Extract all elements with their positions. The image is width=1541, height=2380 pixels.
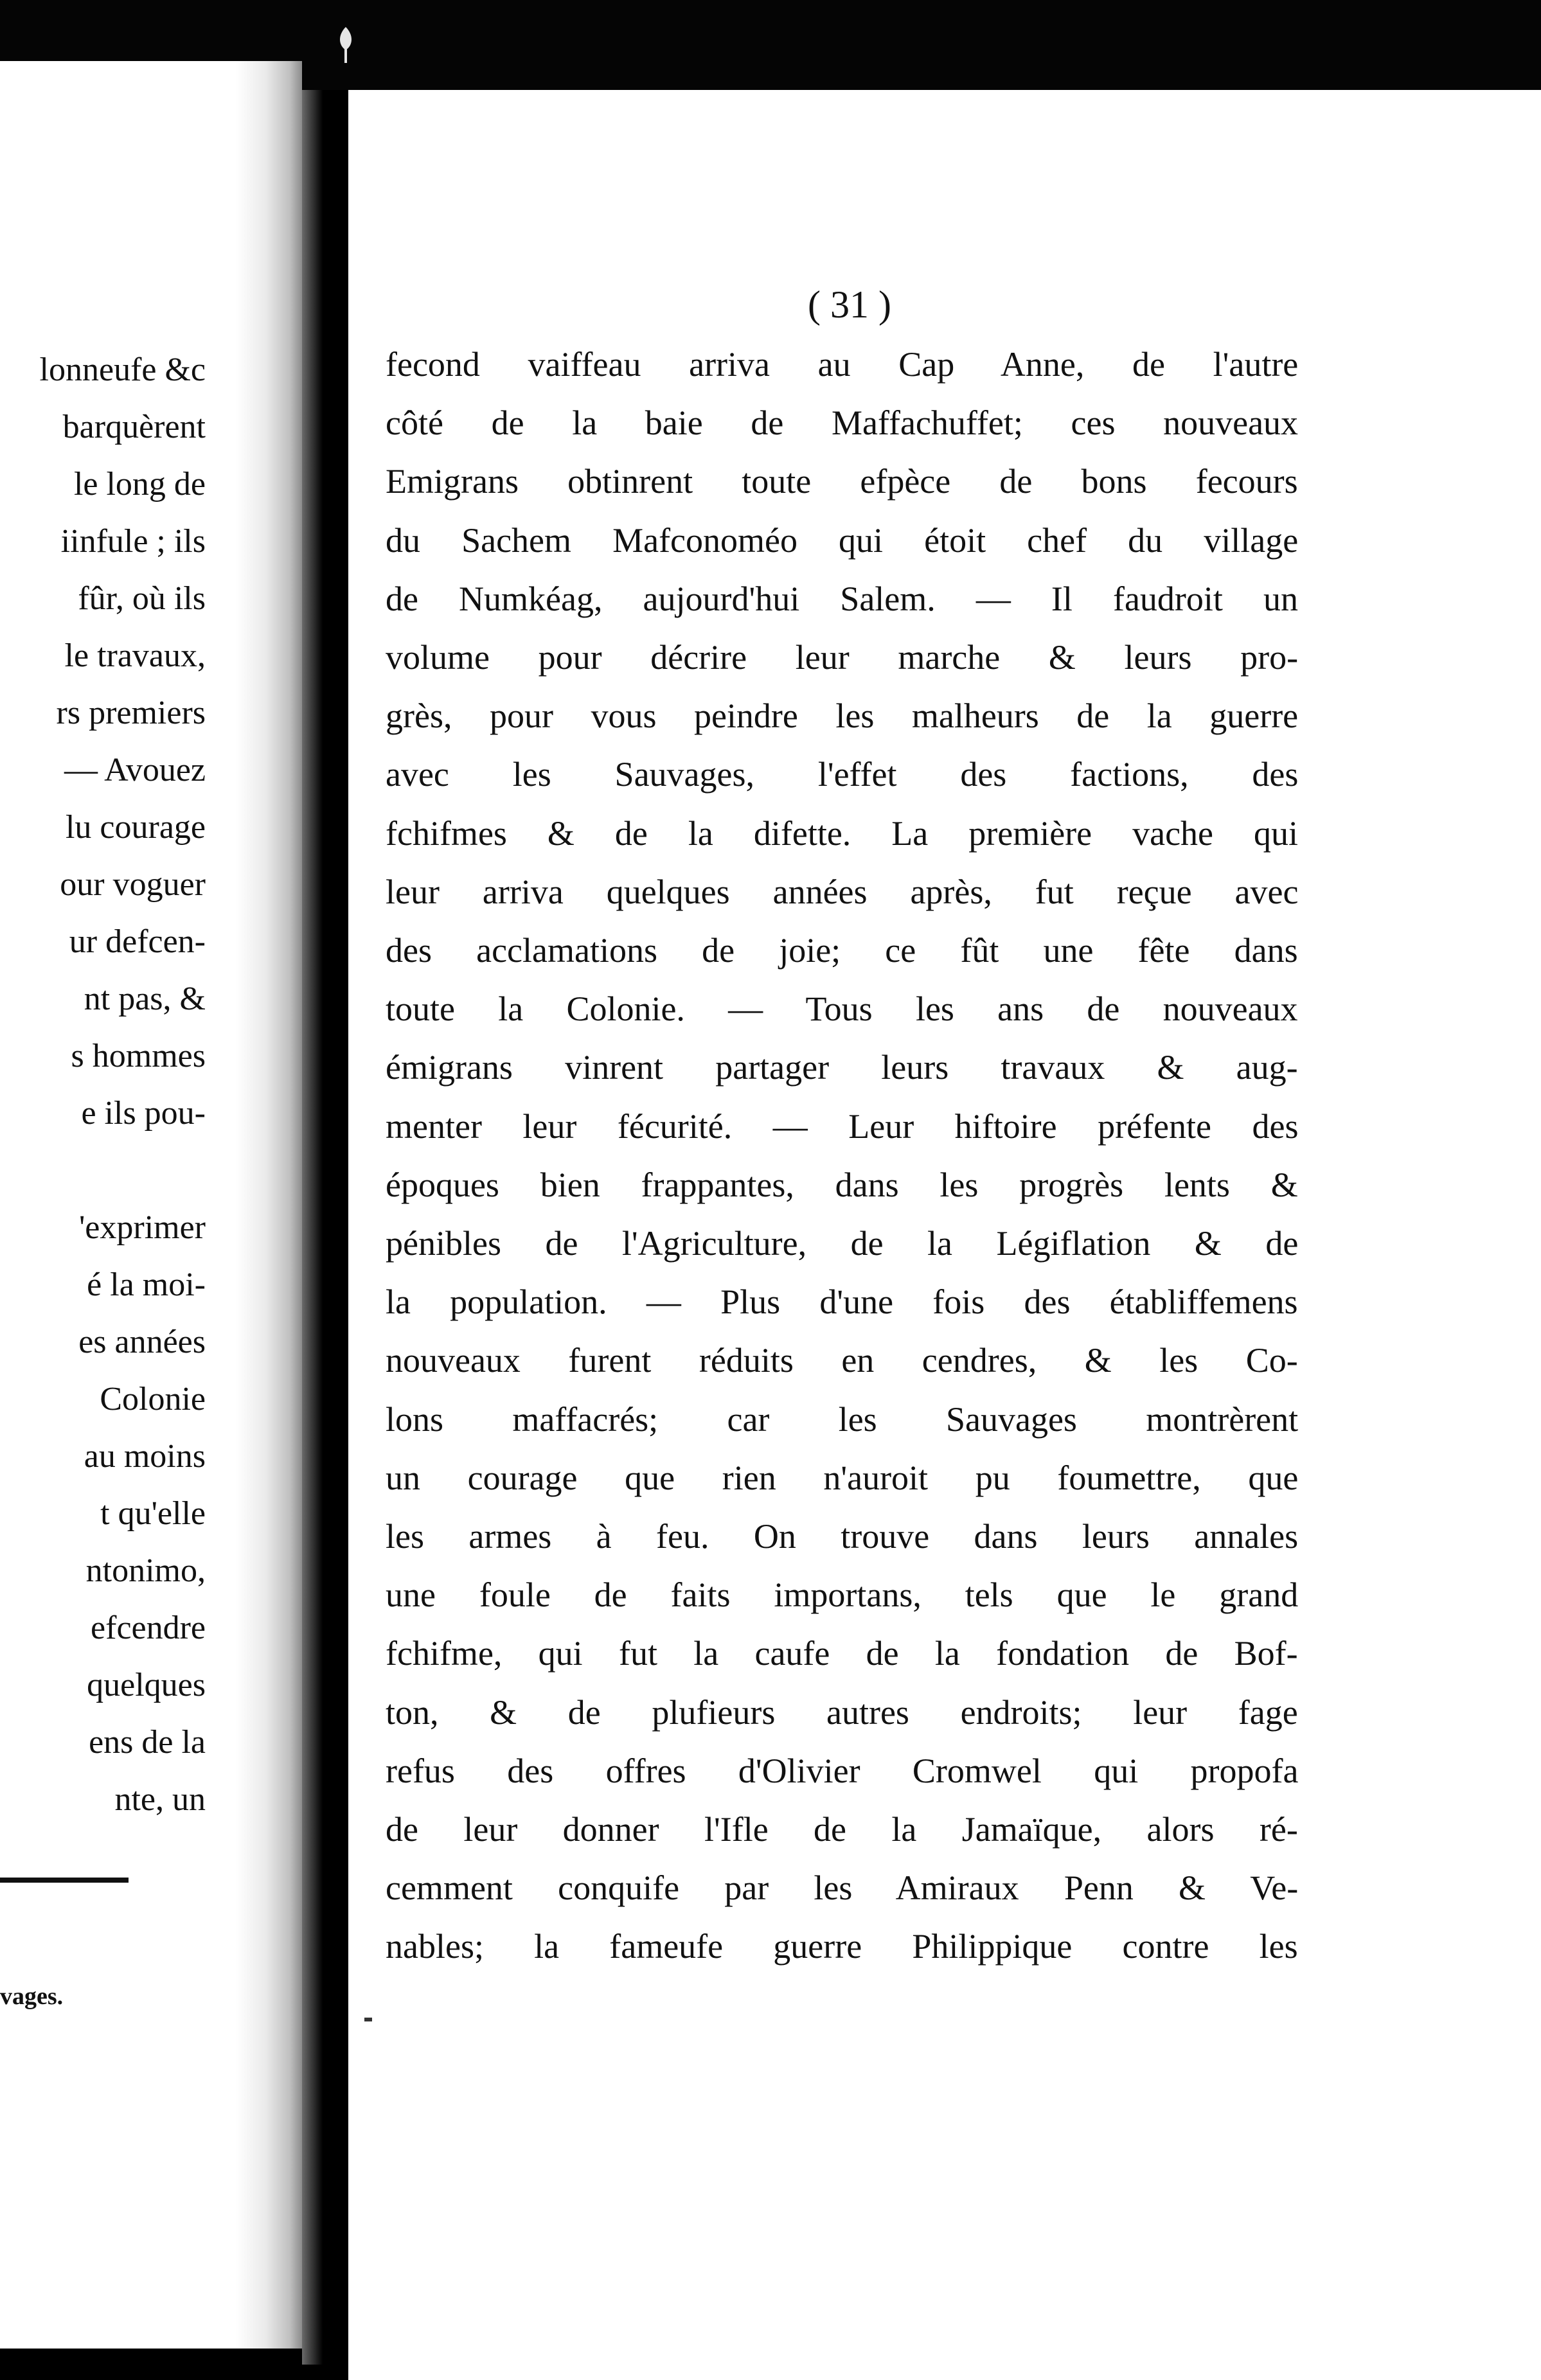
body-line: fecond vaiffeau arriva au Cap Anne, de l'autre	[386, 345, 1299, 384]
left-page-line: rs premiers	[56, 695, 206, 731]
left-page-line: iinfule ; ils	[60, 523, 206, 560]
left-page-line: e ils pou-	[81, 1095, 206, 1132]
body-line: cemment conquife par les Amiraux Penn & Ve-	[386, 1869, 1299, 1907]
body-line: toute la Colonie. — Tous les ans de nouveaux	[386, 990, 1298, 1028]
body-line: la population. — Plus d'une fois des établiffemens	[386, 1283, 1298, 1321]
body-line: nouveaux furent réduits en cendres, & les Co-	[386, 1341, 1298, 1380]
left-page-line: nt pas, &	[84, 981, 206, 1017]
ink-speck	[364, 2018, 372, 2021]
body-line: leur arriva quelques années après, fut reçue avec	[386, 873, 1299, 911]
left-page-line: le travaux,	[64, 637, 206, 674]
body-line: une foule de faits importans, tels que le grand	[386, 1576, 1299, 1614]
left-page-line: Colonie	[100, 1381, 206, 1417]
body-line: avec les Sauvages, l'effet des factions, des	[386, 755, 1299, 794]
body-line: ton, & de plufieurs autres endroits; leur fage	[386, 1693, 1298, 1732]
left-page-line: t qu'elle	[100, 1495, 206, 1532]
body-line: fchifmes & de la difette. La première vache qui	[386, 814, 1299, 853]
body-line: fchifme, qui fut la caufe de la fondation de Bof-	[386, 1634, 1298, 1673]
body-line: pénibles de l'Agriculture, de la Légiflation & de	[386, 1224, 1299, 1263]
footnote-rule	[0, 1878, 129, 1883]
body-line: grès, pour vous peindre les malheurs de la guerre	[386, 697, 1299, 735]
left-page-line: lu courage	[65, 809, 206, 846]
left-page-line: es années	[78, 1324, 206, 1360]
body-line: refus des offres d'Olivier Cromwel qui propofa	[386, 1752, 1299, 1790]
left-page-line: nte, un	[114, 1781, 206, 1818]
book-gutter	[302, 90, 348, 2365]
body-line: émigrans vinrent partager leurs travaux & aug-	[386, 1048, 1298, 1087]
left-page-line: quelques	[87, 1667, 206, 1703]
body-line: des acclamations de joie; ce fût une fête dans	[386, 931, 1298, 970]
left-page-line: au moins	[84, 1438, 206, 1475]
left-page-line: s hommes	[71, 1038, 206, 1074]
left-page-line: barquèrent	[62, 409, 206, 445]
left-page-line: lonneufe &c	[39, 351, 206, 388]
left-page-line: 'exprimer	[78, 1209, 206, 1246]
body-line: nables; la fameufe guerre Philippique contre les	[386, 1927, 1298, 1966]
body-line: volume pour décrire leur marche & leurs pro-	[386, 638, 1299, 677]
left-page-line: efcendre	[91, 1610, 206, 1646]
body-line: les armes à feu. On trouve dans leurs annales	[386, 1517, 1299, 1556]
left-page-line: — Avouez	[64, 752, 206, 788]
body-line: lons maffacrés; car les Sauvages montrèrent	[386, 1400, 1299, 1439]
body-line: un courage que rien n'auroit pu foumettre, que	[386, 1459, 1299, 1497]
body-line: époques bien frappantes, dans les progrès lents &	[386, 1166, 1298, 1204]
body-line: du Sachem Mafconoméo qui étoit chef du village	[386, 521, 1299, 560]
left-page-line: le long de	[73, 466, 206, 502]
left-page-line: ntonimo,	[85, 1552, 206, 1589]
left-page-line: ur defcen-	[69, 923, 206, 960]
left-page-line: é la moi-	[87, 1266, 206, 1303]
left-page-line: ens de la	[89, 1724, 206, 1761]
left-page-footnote: vages.	[0, 1983, 64, 2010]
left-page	[0, 61, 302, 2349]
body-line: menter leur fécurité. — Leur hiftoire préfente des	[386, 1107, 1299, 1146]
body-line: Emigrans obtinrent toute efpèce de bons fecours	[386, 462, 1298, 501]
left-page-line: fûr, où ils	[78, 580, 206, 617]
fleuron-ornament-icon	[334, 26, 357, 64]
body-line: de Numkéag, aujourd'hui Salem. — Il faudroit un	[386, 580, 1298, 618]
body-line: côté de la baie de Maffachuffet; ces nouveaux	[386, 404, 1299, 442]
page-number: ( 31 )	[808, 283, 891, 326]
right-page	[348, 90, 1541, 2380]
left-page-line: our voguer	[60, 866, 206, 903]
body-line: de leur donner l'Ifle de la Jamaïque, alors ré-	[386, 1810, 1298, 1849]
